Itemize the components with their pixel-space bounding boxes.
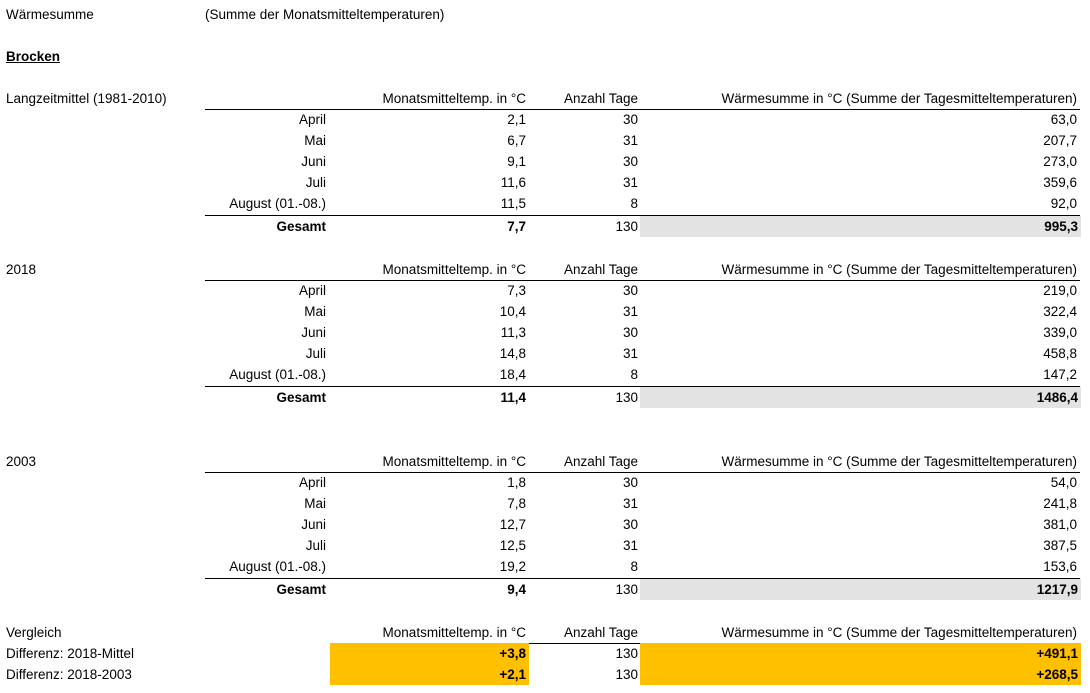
row-sum: 381,0 (1043, 517, 1077, 532)
row-month: April (298, 283, 326, 298)
row-month: Juni (301, 154, 326, 169)
row-sum: 322,4 (1043, 304, 1077, 319)
row-temp: 11,6 (500, 175, 526, 190)
row-temp: 19,2 (499, 559, 526, 574)
total-temp: 9,4 (507, 582, 526, 597)
row-sum: 92,0 (1050, 196, 1077, 211)
station-name: Brocken (6, 49, 61, 64)
row-days: 8 (630, 367, 638, 382)
row-sum: 54,0 (1050, 475, 1077, 490)
row-temp: 2,1 (507, 112, 526, 127)
row-temp: 11,5 (500, 196, 526, 211)
comparison-temp: +2,1 (330, 664, 529, 685)
total-days: 130 (615, 390, 638, 405)
sheet-subtitle: (Summe der Monatsmitteltemperaturen) (205, 7, 445, 22)
row-month: Juni (301, 325, 326, 340)
row-days: 30 (622, 325, 638, 340)
comparison-temp: +3,8 (330, 643, 529, 664)
row-days: 30 (622, 475, 638, 490)
total-temp: 7,7 (507, 219, 526, 234)
row-temp: 1,8 (507, 475, 526, 490)
row-temp: 6,7 (507, 133, 526, 148)
header-monthly-temp: Monatsmitteltemp. in °C (382, 454, 526, 469)
row-temp: 11,3 (500, 325, 526, 340)
row-temp: 14,8 (499, 346, 526, 361)
row-temp: 7,3 (507, 283, 526, 298)
comparison-sum: +491,1 (640, 643, 1081, 664)
row-month: Juni (301, 517, 326, 532)
row-days: 30 (622, 517, 638, 532)
comparison-sum: +268,5 (640, 664, 1081, 685)
total-sum: 995,3 (640, 216, 1081, 237)
row-sum: 339,0 (1043, 325, 1077, 340)
row-sum: 219,0 (1043, 283, 1077, 298)
row-month: Mai (304, 496, 326, 511)
header-days: Anzahl Tage (563, 262, 638, 277)
total-days: 130 (615, 582, 638, 597)
comparison-label: Vergleich (6, 625, 62, 640)
header-days: Anzahl Tage (563, 91, 638, 106)
row-month: April (298, 112, 326, 127)
row-days: 30 (622, 154, 638, 169)
sheet-title: Wärmesumme (6, 7, 94, 22)
header-heat-sum: Wärmesumme in °C (Summe der Tagesmitteltemperaturen) (721, 91, 1077, 106)
row-month: August (01.-08.) (229, 559, 326, 574)
block-label: Langzeitmittel (1981-2010) (6, 91, 167, 106)
row-month: April (298, 475, 326, 490)
row-temp: 7,8 (507, 496, 526, 511)
total-temp: 11,4 (500, 390, 526, 405)
comparison-row-label: Differenz: 2018-Mittel (6, 646, 135, 661)
header-days: Anzahl Tage (563, 625, 638, 640)
comparison-days: 130 (615, 646, 638, 661)
row-temp: 9,1 (507, 154, 526, 169)
row-days: 8 (630, 196, 638, 211)
row-month: Mai (304, 133, 326, 148)
row-days: 31 (622, 346, 638, 361)
row-temp: 18,4 (499, 367, 526, 382)
row-month: Juli (305, 175, 326, 190)
row-month: Mai (304, 304, 326, 319)
row-days: 31 (622, 496, 638, 511)
total-label: Gesamt (276, 582, 326, 597)
row-month: Juli (305, 538, 326, 553)
block-label: 2018 (6, 262, 37, 277)
header-monthly-temp: Monatsmitteltemp. in °C (382, 91, 526, 106)
header-monthly-temp: Monatsmitteltemp. in °C (382, 625, 526, 640)
row-sum: 147,2 (1043, 367, 1077, 382)
total-label: Gesamt (276, 390, 326, 405)
row-temp: 12,5 (499, 538, 526, 553)
row-sum: 63,0 (1050, 112, 1077, 127)
block-label: 2003 (6, 454, 37, 469)
row-days: 30 (622, 112, 638, 127)
header-heat-sum: Wärmesumme in °C (Summe der Tagesmitteltemperaturen) (721, 625, 1077, 640)
row-month: Juli (305, 346, 326, 361)
row-sum: 207,7 (1043, 133, 1077, 148)
row-month: August (01.-08.) (229, 367, 326, 382)
row-days: 8 (630, 559, 638, 574)
total-days: 130 (615, 219, 638, 234)
row-sum: 458,8 (1043, 346, 1077, 361)
row-sum: 153,6 (1043, 559, 1077, 574)
row-sum: 359,6 (1043, 175, 1077, 190)
comparison-days: 130 (615, 667, 638, 682)
total-label: Gesamt (276, 219, 326, 234)
row-days: 31 (622, 304, 638, 319)
total-sum: 1217,9 (640, 579, 1081, 600)
header-heat-sum: Wärmesumme in °C (Summe der Tagesmitteltemperaturen) (721, 454, 1077, 469)
header-days: Anzahl Tage (563, 454, 638, 469)
row-days: 30 (622, 283, 638, 298)
row-temp: 10,4 (499, 304, 526, 319)
header-monthly-temp: Monatsmitteltemp. in °C (382, 262, 526, 277)
row-sum: 387,5 (1043, 538, 1077, 553)
row-sum: 241,8 (1043, 496, 1077, 511)
row-temp: 12,7 (499, 517, 526, 532)
comparison-row-label: Differenz: 2018-2003 (6, 667, 132, 682)
header-heat-sum: Wärmesumme in °C (Summe der Tagesmitteltemperaturen) (721, 262, 1077, 277)
row-days: 31 (622, 538, 638, 553)
row-days: 31 (622, 133, 638, 148)
row-days: 31 (622, 175, 638, 190)
total-sum: 1486,4 (640, 387, 1081, 408)
row-month: August (01.-08.) (229, 196, 326, 211)
row-sum: 273,0 (1043, 154, 1077, 169)
